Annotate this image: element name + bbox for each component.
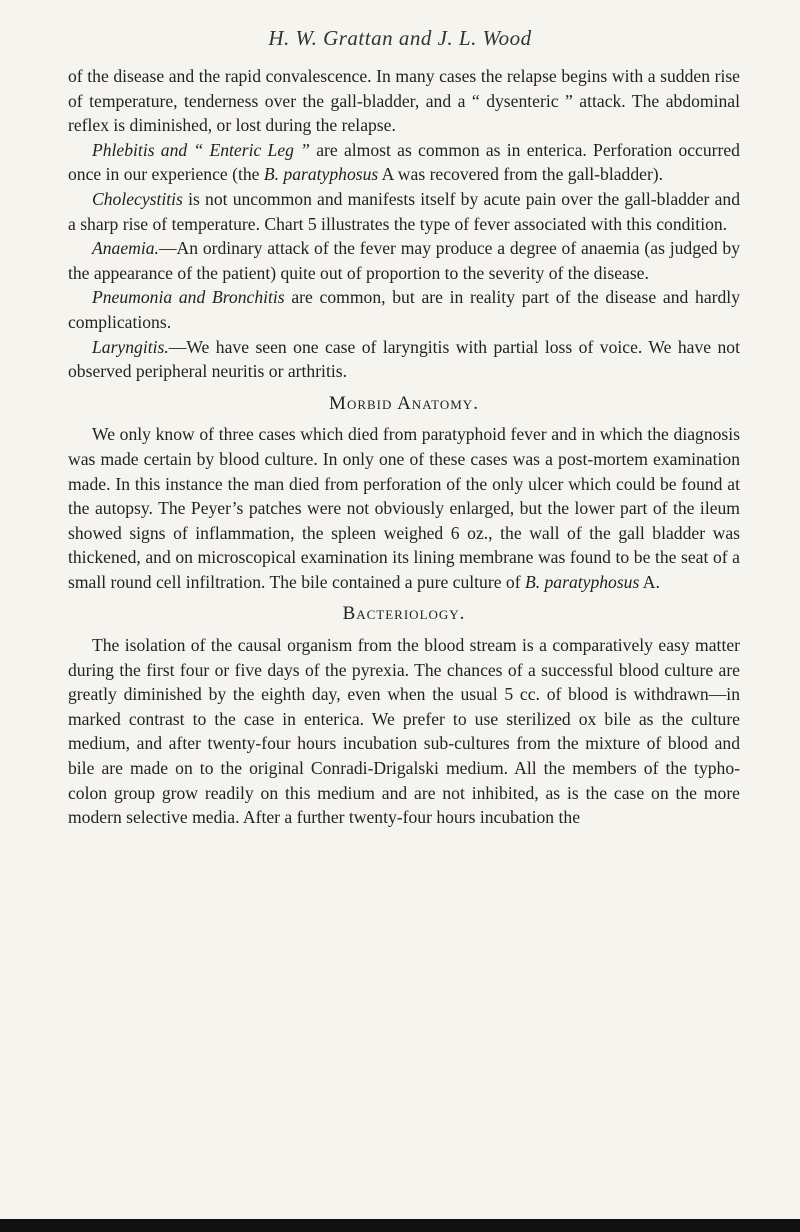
cholecystitis-text: is not uncommon and manifests itself by acute pain over the gall-bladder and a sharp rise of temperature. Chart 5 illustrates the type of fever associated with this condition. xyxy=(68,188,740,234)
anaemia-title: Anaemia. xyxy=(92,238,159,259)
paragraph-bacteriology: The isolation of the causal organism from the blood stream is a comparatively easy matter during the first four or five days of the pyrexia. The chances of a successful blood culture are greatly diminished by the eighth day, even when the usual 5 cc. of blood is withdrawn—in marked contrast to the case in enterica. We prefer to use sterilized ox bile as the culture medium, and after twenty-four hours incubation sub-cultures from the mixture of blood and bile are made on to the original Conradi-Drigalski medium. All the members of the typho-colon group grow readily on this medium and are not inhibited, as is the case on the more modern selective media. After a further twenty-four hours incubation the xyxy=(68,635,740,828)
pneumonia-title: Pneumonia and Bronchitis xyxy=(92,287,285,308)
running-head: H. W. Grattan and J. L. Wood xyxy=(268,26,532,50)
heading-morbid-anatomy: Morbid Anatomy. xyxy=(329,392,479,414)
paragraph-anaemia xyxy=(68,236,740,285)
paragraph-phlebitis xyxy=(68,138,740,187)
laryngitis-title: Laryngitis. xyxy=(92,336,169,357)
laryngitis-text: —We have seen one case of laryngitis with partial loss of voice. We have not observed peripheral neuritis or arthritis. xyxy=(68,336,740,382)
heading-bacteriology: Bacteriology. xyxy=(342,603,466,625)
paragraph-laryngitis xyxy=(68,335,740,384)
phlebitis-title: Phlebitis and “ Enteric Leg ” xyxy=(92,139,310,160)
morbid-text-b: A. xyxy=(639,571,660,592)
phlebitis-text-b: A was recovered from the gall-bladder). xyxy=(378,164,664,185)
anaemia-text: —An ordinary attack of the fever may produce a degree of anaemia (as judged by the appearance of the patient) quite out of proportion to the severity of the disease. xyxy=(68,238,740,283)
pneumonia-text: are common, but are in reality part of the disease and hardly complications. xyxy=(68,287,740,332)
bottom-edge-bar xyxy=(0,1219,800,1232)
phlebitis-text-a: are almost as common as in enterica. Perforation occurred once in our experience (the xyxy=(68,139,740,185)
body-text xyxy=(68,64,740,830)
cholecystitis-title: Cholecystitis xyxy=(92,188,183,209)
paragraph-convalescence: of the disease and the rapid convalescence. In many cases the relapse begins with a sudden rise of temperature, tenderness over the gall-bladder, and a “ dysenteric ” attack. The abdominal reflex is diminished, or lost during the relapse. xyxy=(68,66,740,136)
paragraph-cholecystitis xyxy=(68,187,740,236)
paragraph-morbid-anatomy xyxy=(68,422,740,594)
paragraph-pneumonia xyxy=(68,285,740,334)
phlebitis-organism: B. paratyphosus xyxy=(263,164,379,185)
morbid-text-a: We only know of three cases which died from paratyphoid fever and in which the diagnosis was made certain by blood culture. In only one of these cases was a post-mortem examination made. In this instance the man died from perforation of the only ulcer which could be found at the autopsy. The Peyer’s patches were not obviously enlarged, but the lower part of the ileum showed signs of inflammation, the spleen weighed 6 oz., the wall of the gall bladder was thickened, and on microscopical examination its lining membrane was found to be the seat of a small round cell infiltration. The bile contained a pure culture of xyxy=(68,424,740,592)
morbid-organism: B. paratyphosus xyxy=(524,571,640,592)
